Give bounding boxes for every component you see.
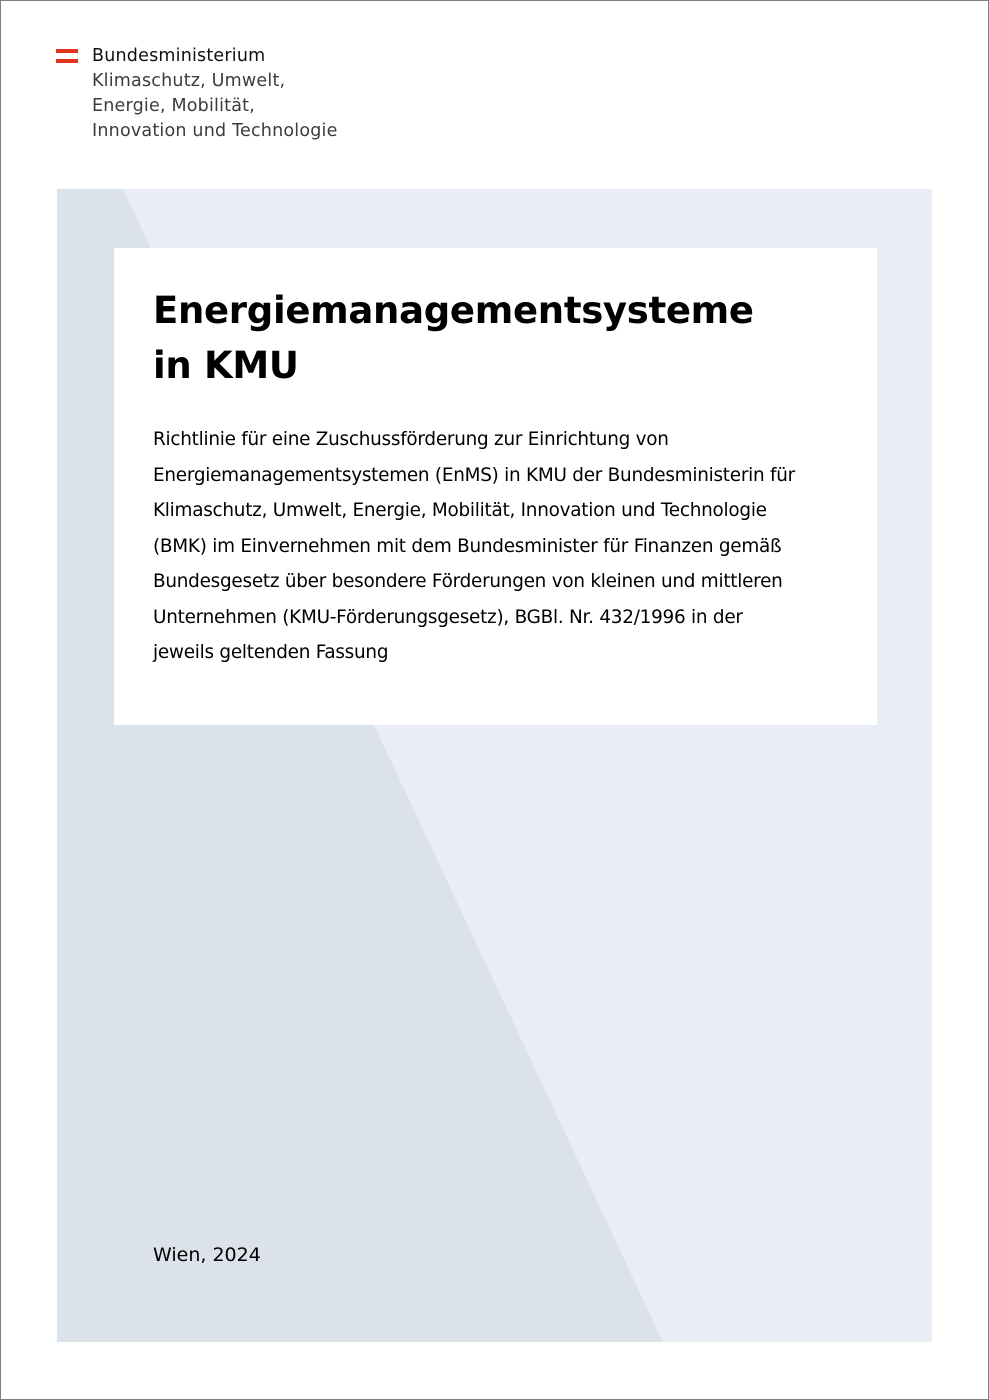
title-line-2: in KMU [153,344,299,387]
austrian-flag-icon [56,49,78,63]
document-subtitle [153,422,853,671]
subtitle-line-2: Energiemanagementsystemen (EnMS) in KMU der Bundesministerin für [153,464,795,486]
place-date: Wien, 2024 [153,1244,261,1266]
ministry-line-2: Klimaschutz, Umwelt, [92,71,286,91]
ministry-line-1: Bundesministerium [92,46,266,66]
title-line-1: Energiemanagementsysteme [153,289,754,332]
subtitle-line-7: jeweils geltenden Fassung [153,642,389,663]
document-title [153,283,853,393]
subtitle-line-3: Klimaschutz, Umwelt, Energie, Mobilität, Innovation und Technologie [153,500,767,521]
subtitle-line-6: Unternehmen (KMU-Förderungsgesetz), BGBl. Nr. 432/1996 in der [153,606,743,628]
subtitle-line-1: Richtlinie für eine Zuschussförderung zur Einrichtung von [153,429,669,450]
ministry-name [92,44,338,144]
ministry-line-3: Energie, Mobilität, [92,96,255,116]
subtitle-line-5: Bundesgesetz über besondere Förderungen von kleinen und mittleren [153,571,783,592]
subtitle-line-4: (BMK) im Einvernehmen mit dem Bundesminister für Finanzen gemäß [153,535,782,557]
ministry-line-4: Innovation und Technologie [92,121,338,141]
